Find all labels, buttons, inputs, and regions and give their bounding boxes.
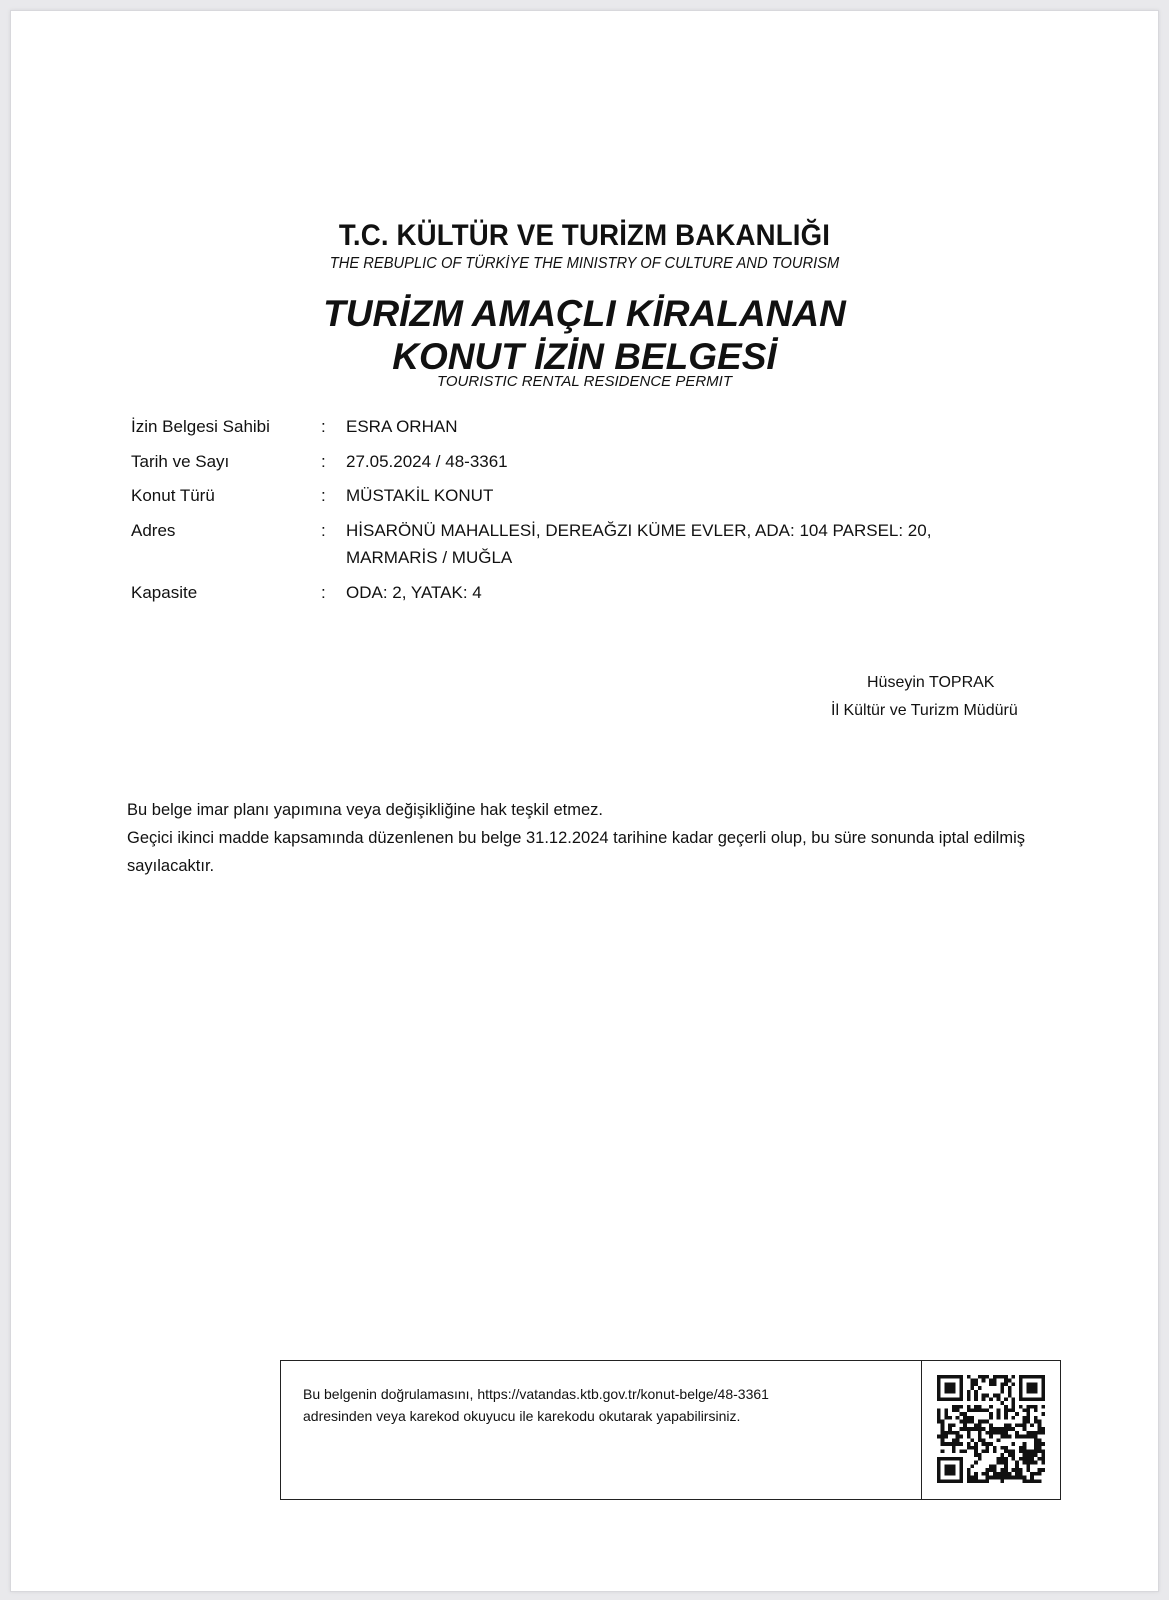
qr-code-icon — [937, 1375, 1045, 1483]
note-zoning: Bu belge imar planı yapımına veya değişikliğine hak teşkil etmez. — [127, 801, 603, 819]
document-title-english: TOURISTIC RENTAL RESIDENCE PERMIT — [436, 373, 733, 390]
field-value-line1: HİSARÖNÜ MAHALLESİ, DEREAĞZI KÜME EVLER, ADA: 104 PARSEL: 20, — [346, 521, 932, 540]
field-label: Kapasite — [131, 583, 198, 602]
field-colon: : — [321, 452, 326, 471]
field-colon: : — [321, 417, 326, 436]
field-label: Adres — [131, 521, 176, 540]
field-colon: : — [321, 583, 326, 602]
document-title-line1: TURİZM AMAÇLI KİRALANAN — [323, 293, 846, 334]
field-colon: : — [321, 521, 326, 540]
document-notes — [127, 796, 1067, 880]
qr-cell — [921, 1361, 1061, 1499]
field-value-line2: MARMARİS / MUĞLA — [346, 548, 513, 567]
ministry-name: T.C. KÜLTÜR VE TURİZM BAKANLIĞI — [338, 219, 831, 252]
verification-line2: adresinden veya karekod okuyucu ile karekodu okutarak yapabilirsiniz. — [303, 1408, 741, 1424]
field-value: MÜSTAKİL KONUT — [346, 486, 494, 505]
note-validity: Geçici ikinci madde kapsamında düzenlenen bu belge 31.12.2024 tarihine kadar geçerli olup, bu süre sonunda iptal edilmiş sayılacaktır. — [127, 829, 1025, 875]
field-label: Tarih ve Sayı — [131, 452, 230, 471]
ministry-name-english: THE REBUPLIC OF TÜRKİYE THE MINISTRY OF CULTURE AND TOURISM — [329, 255, 840, 272]
permit-document — [10, 10, 1159, 1592]
document-title-line2: KONUT İZİN BELGESİ — [392, 336, 777, 377]
field-colon: : — [321, 486, 326, 505]
verification-box — [280, 1360, 1061, 1500]
signatory-name: Hüseyin TOPRAK — [867, 674, 995, 691]
field-label: Konut Türü — [131, 486, 215, 505]
field-value: 27.05.2024 / 48-3361 — [346, 452, 508, 471]
field-label: İzin Belgesi Sahibi — [131, 417, 270, 436]
verification-line1: Bu belgenin doğrulamasını, https://vatandas.ktb.gov.tr/konut-belge/48-3361 — [303, 1386, 769, 1402]
signatory-title: İl Kültür ve Turizm Müdürü — [831, 702, 1018, 719]
field-value: ESRA ORHAN — [346, 417, 458, 436]
field-value: ODA: 2, YATAK: 4 — [346, 583, 482, 602]
verification-text — [303, 1383, 903, 1427]
